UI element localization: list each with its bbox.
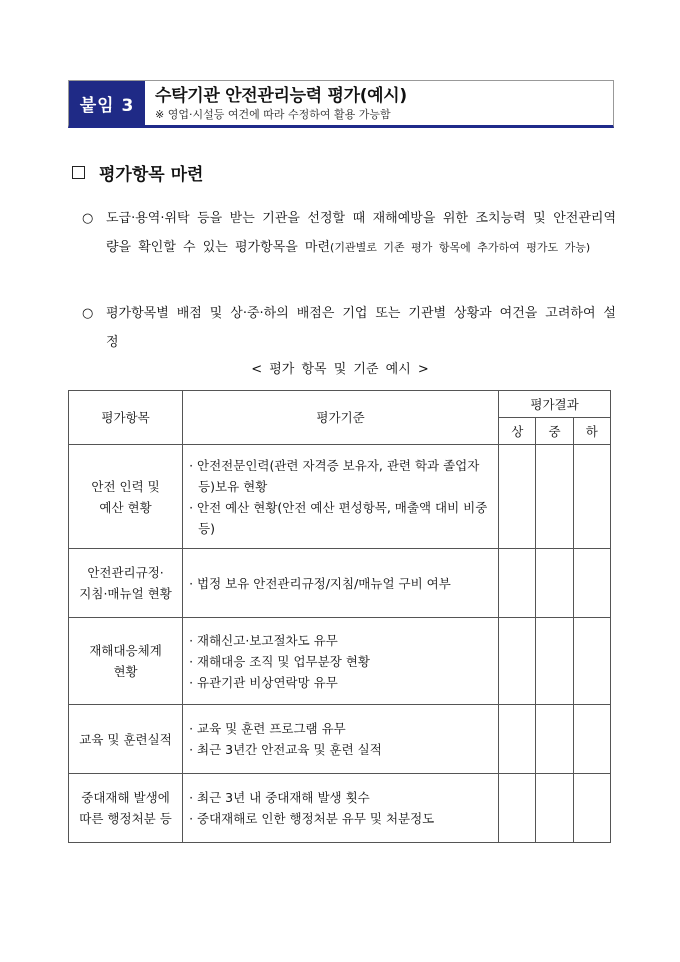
criteria-text: · 중대재해로 인한 행정처분 유무 및 처분정도 <box>189 811 435 826</box>
document-title: 수탁기관 안전관리능력 평가(예시) <box>155 86 407 106</box>
criteria-text: · 안전전문인력(관련 자격증 보유자, 관련 학과 졸업자 등)보유 현황 <box>189 457 480 494</box>
item-cell <box>69 705 183 774</box>
result-low-cell <box>573 705 610 774</box>
result-mid-cell <box>536 549 573 618</box>
result-high-cell <box>499 549 536 618</box>
evaluation-table <box>68 390 611 843</box>
circle-bullet-icon: ○ <box>82 306 94 321</box>
result-low-cell <box>573 445 610 549</box>
criteria-cell <box>183 445 499 549</box>
table-row <box>69 549 611 618</box>
table-row <box>69 445 611 549</box>
criteria-cell <box>183 549 499 618</box>
criteria-cell <box>183 705 499 774</box>
section-heading <box>72 160 203 185</box>
criteria-cell <box>183 618 499 705</box>
paragraph-1-note: (기관별로 기존 평가 항목에 추가하여 평가도 가능) <box>330 241 591 254</box>
result-high-cell <box>499 774 536 843</box>
result-mid-cell <box>536 445 573 549</box>
paragraph-2-text: 평가항목별 배점 및 상·중·하의 배점은 기업 또는 기관별 상황과 여건을 고려하여 설정 <box>106 306 616 350</box>
table-caption: < 평가 항목 및 기준 예시 > <box>251 362 429 377</box>
result-high-cell <box>499 618 536 705</box>
appendix-header <box>68 80 614 128</box>
result-mid-cell <box>536 774 573 843</box>
paragraph-1 <box>82 204 616 262</box>
paragraph-1-text: 도급·용역·위탁 등을 받는 기관을 선정할 때 재해예방을 위한 조치능력 및 안전관리역량을 확인할 수 있는 평가항목을 마련 <box>106 211 616 255</box>
item-cell <box>69 618 183 705</box>
result-mid-cell <box>536 705 573 774</box>
appendix-badge: 붙임 3 <box>69 81 145 125</box>
table-row <box>69 705 611 774</box>
document-subtitle: ※ 영업·시설등 여건에 따라 수정하여 활용 가능함 <box>155 108 391 121</box>
table-row <box>69 618 611 705</box>
square-bullet-icon <box>72 166 85 179</box>
header-criteria: 평가기준 <box>183 391 499 445</box>
criteria-text: · 유관기관 비상연락망 유무 <box>189 674 338 690</box>
criteria-text: · 재해대응 조직 및 업무분장 현황 <box>189 653 370 669</box>
item-text: 재해대응체계 <box>89 643 162 658</box>
result-high-cell <box>499 705 536 774</box>
item-cell <box>69 774 183 843</box>
criteria-text: · 최근 3년 내 중대재해 발생 횟수 <box>189 790 370 805</box>
header-high: 상 <box>499 418 536 445</box>
item-text: 중대재해 발생에 <box>81 790 170 805</box>
criteria-text: · 법정 보유 안전관리규정/지침/매뉴얼 구비 여부 <box>189 575 451 591</box>
item-text: 따른 행정처분 등 <box>79 811 172 826</box>
criteria-text: · 안전 예산 현황(안전 예산 편성항목, 매출액 대비 비중 등) <box>189 499 488 536</box>
result-low-cell <box>573 618 610 705</box>
criteria-text: · 교육 및 훈련 프로그램 유무 <box>189 721 346 736</box>
item-cell <box>69 445 183 549</box>
header-result: 평가결과 <box>499 391 611 418</box>
result-mid-cell <box>536 618 573 705</box>
item-text: 지침·매뉴얼 현황 <box>79 586 172 601</box>
item-cell <box>69 549 183 618</box>
item-text: 예산 현황 <box>99 499 152 515</box>
result-high-cell <box>499 445 536 549</box>
paragraph-2 <box>82 299 616 357</box>
result-low-cell <box>573 549 610 618</box>
table-row <box>69 774 611 843</box>
criteria-text: · 재해신고·보고절차도 유무 <box>189 632 338 648</box>
result-low-cell <box>573 774 610 843</box>
item-text: 교육 및 훈련실적 <box>79 731 172 747</box>
circle-bullet-icon: ○ <box>82 211 94 226</box>
header-low: 하 <box>573 418 610 445</box>
criteria-text: · 최근 3년간 안전교육 및 훈련 실적 <box>189 742 382 757</box>
header-mid: 중 <box>536 418 573 445</box>
criteria-cell <box>183 774 499 843</box>
item-text: 안전관리규정· <box>87 565 164 580</box>
item-text: 안전 인력 및 <box>91 478 160 494</box>
section-title: 평가항목 마련 <box>99 165 204 185</box>
item-text: 현황 <box>113 664 138 679</box>
header-item: 평가항목 <box>69 391 183 445</box>
header-text <box>145 81 407 125</box>
